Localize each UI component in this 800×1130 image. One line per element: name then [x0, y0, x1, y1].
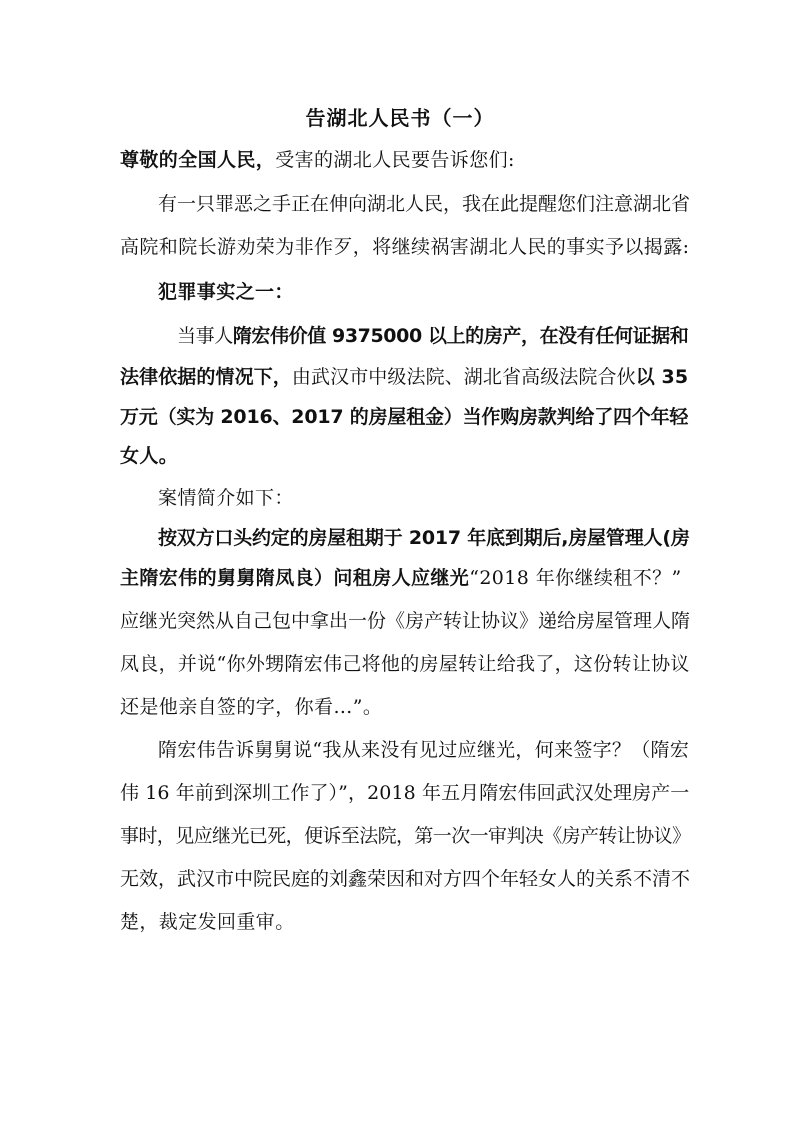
heading-case-summary: 案情简介如下： [158, 487, 294, 509]
fact1-line-2-b: 由武汉市中级法院、湖北省高级法院合伙 [291, 366, 636, 388]
para3-line-4: 无效，武汉市中院民庭的刘鑫荣因和对方四个年轻女人的关系不清不 [120, 868, 691, 890]
para3-line-3: 事时，见应继光已死，便诉至法院，第一次一审判决《房产转让协议》 [120, 825, 691, 847]
fact1-line-2-a: 法律依据的情况下， [120, 366, 292, 388]
document-title: 告湖北人民书（一） [305, 106, 495, 130]
fact1-line-1-b: 隋宏伟价值 9375000 以上的房产，在没有任何证据和 [232, 325, 689, 347]
case-line-4: 凤良，并说“你外甥隋宏伟己将他的房屋转让给我了，这份转让协议 [120, 653, 690, 675]
heading-fact-1: 犯罪事实之一： [158, 281, 294, 303]
salutation-rest: 受害的湖北人民要告诉您们: [275, 149, 515, 171]
para3-line-5: 楚，裁定发回重审。 [120, 911, 295, 933]
case-line-2-a: 主隋宏伟的舅舅隋凤良）问租房人应继光 [120, 567, 470, 589]
fact1-line-2 [120, 363, 688, 392]
fact1-line-1-a: 当事人 [177, 325, 233, 347]
para3-line-2: 伟 16 年前到深圳工作了）”，2018 年五月隋宏伟回武汉处理房产一 [120, 782, 690, 804]
salutation-bold: 尊敬的全国人民， [120, 149, 276, 171]
case-line-3: 应继光突然从自己包中拿出一份《房产转让协议》递给房屋管理人隋 [120, 610, 691, 632]
para3-line-1: 隋宏伟告诉舅舅说“我从来没有见过应继光，何来签字？（隋宏 [158, 739, 690, 761]
intro-line-1: 有一只罪恶之手正在伸向湖北人民，我在此提醒您们注意湖北省 [158, 193, 691, 215]
case-line-1: 按双方口头约定的房屋租期于 2017 年底到期后,房屋管理人(房 [158, 527, 690, 549]
fact1-line-4: 女人。 [120, 445, 179, 467]
salutation-line [120, 146, 515, 175]
case-line-2 [120, 564, 682, 593]
fact1-line-2-c: 以 35 [635, 366, 689, 388]
case-line-2-b: “2018 年你继续租不？” [469, 567, 682, 589]
case-line-5: 还是他亲自签的字，你看…”。 [120, 696, 383, 718]
intro-line-2: 高院和院长游劝荣为非作歹，将继续祸害湖北人民的事实予以揭露: [120, 236, 690, 258]
fact1-line-1 [177, 322, 688, 351]
fact1-line-3: 万元（实为 2016、2017 的房屋租金）当作购房款判给了四个年轻 [120, 406, 689, 428]
